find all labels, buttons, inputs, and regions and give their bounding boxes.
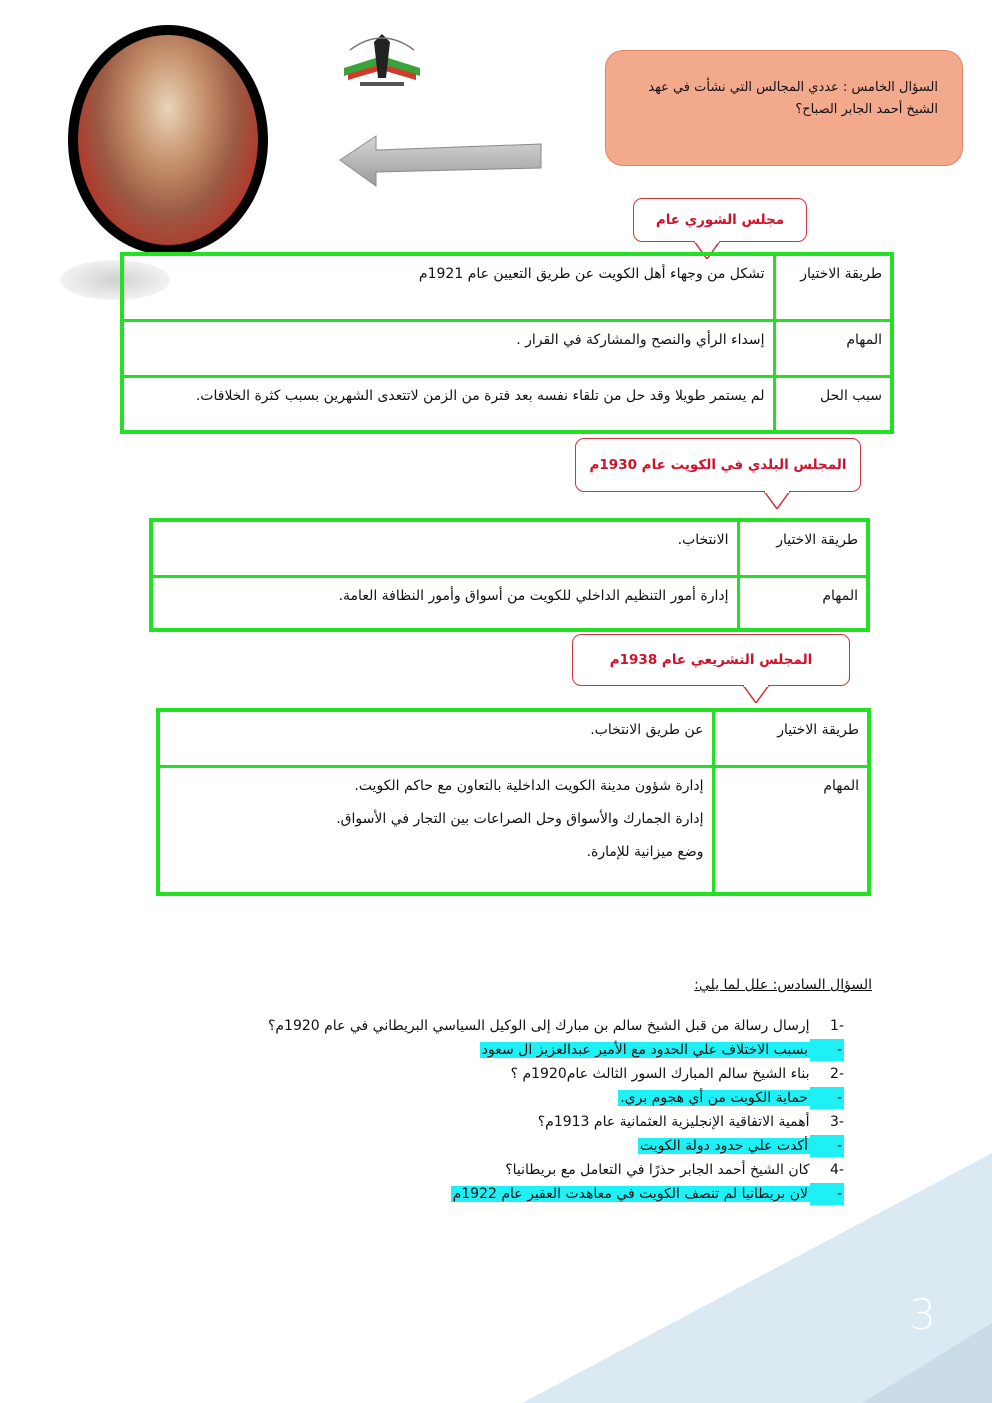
row-label: سبب الحل xyxy=(774,376,892,432)
answer-dash: - xyxy=(810,1135,844,1157)
council-municipal-title: المجلس البلدي في الكويت عام 1930م xyxy=(589,457,847,473)
answer-item xyxy=(224,1087,844,1111)
answer-text: بسبب الاختلاف علي الحدود مع الأمير عبدالعزيز ال سعود xyxy=(481,1042,808,1058)
table-row xyxy=(158,766,869,894)
row-value: الانتخاب. xyxy=(151,520,738,576)
row-value: إسداء الرأي والنصح والمشاركة في القرار . xyxy=(122,320,774,376)
table-row xyxy=(122,376,892,432)
row-label: المهام xyxy=(713,766,869,894)
council-legislative-title: المجلس التشريعي عام 1938م xyxy=(609,652,813,668)
question-number: -2 xyxy=(830,1066,844,1082)
bubble-tail xyxy=(743,685,769,703)
row-value: تشكل من وجهاء أهل الكويت عن طريق التعيين عام 1921م xyxy=(122,254,774,320)
school-logo xyxy=(330,28,434,92)
page-number: 3 xyxy=(909,1290,936,1339)
answer-text: لان بريطانيا لم تنصف الكويت في معاهدت العقير عام 1922م xyxy=(452,1186,808,1202)
question-6-title: السؤال السادس: علل لما يلي: xyxy=(694,977,872,993)
question-item xyxy=(224,1063,844,1087)
table-row xyxy=(158,710,869,766)
question-text: كان الشيخ أحمد الجابر حذرًا في التعامل مع بريطانيا؟ xyxy=(505,1162,810,1178)
question-number: -4 xyxy=(830,1162,844,1178)
question-item xyxy=(224,1111,844,1135)
table-row xyxy=(151,576,868,630)
row-label: المهام xyxy=(774,320,892,376)
row-value-list xyxy=(158,766,713,894)
question-item xyxy=(224,1159,844,1183)
answer-text: أكدت علي حدود دولة الكويت xyxy=(639,1138,808,1154)
answer-item xyxy=(224,1135,844,1159)
table-row xyxy=(122,320,892,376)
question-number: -3 xyxy=(830,1114,844,1130)
answer-dash: - xyxy=(810,1087,844,1109)
answer-dash: - xyxy=(810,1183,844,1205)
council-municipal-title-bubble xyxy=(575,438,861,492)
portrait-face xyxy=(78,35,258,245)
table-row xyxy=(151,520,868,576)
portrait-image xyxy=(68,25,268,255)
question-text: إرسال رسالة من قبل الشيخ سالم بن مبارك إلى الوكيل السياسي البريطاني في عام 1920م؟ xyxy=(267,1018,810,1034)
question-text: بناء الشيخ سالم المبارك السور الثالث عام1920م ؟ xyxy=(510,1066,810,1082)
question-5-text: السؤال الخامس : عددي المجالس التي نشأت في عهد الشيخ أحمد الجابر الصباح؟ xyxy=(648,80,938,117)
row-label: المهام xyxy=(738,576,868,630)
question-5-callout xyxy=(605,50,963,166)
council-legislative-table xyxy=(156,708,871,896)
answer-item xyxy=(224,1039,844,1063)
row-label: طريقة الاختيار xyxy=(774,254,892,320)
answer-text: حماية الكويت من أي هجوم بري. xyxy=(620,1090,808,1106)
task-item: إدارة شؤون مدينة الكويت الداخلية بالتعاون مع حاكم الكويت. xyxy=(354,777,704,794)
row-value: إدارة أمور التنظيم الداخلي للكويت من أسواق وأمور النظافة العامة. xyxy=(151,576,738,630)
question-number: -1 xyxy=(830,1018,844,1034)
question-text: أهمية الاتفاقية الإنجليزية العثمانية عام 1913م؟ xyxy=(537,1114,810,1130)
council-municipal-table xyxy=(149,518,870,632)
table-row xyxy=(122,254,892,320)
council-shura-table xyxy=(120,252,894,434)
row-label: طريقة الاختيار xyxy=(738,520,868,576)
bubble-tail xyxy=(764,491,790,509)
row-value: لم يستمر طويلا وقد حل من تلقاء نفسه بعد فترة من الزمن لاتتعدى الشهرين بسبب كثرة الخلافات. xyxy=(122,376,774,432)
answer-item xyxy=(224,1183,844,1207)
task-item: إدارة الجمارك والأسواق وحل الصراعات بين التجار في الأسواق. xyxy=(336,810,704,827)
council-shura-title-bubble xyxy=(633,198,807,242)
question-6-list xyxy=(224,1015,844,1207)
question-item xyxy=(224,1015,844,1039)
answer-dash: - xyxy=(810,1039,844,1061)
row-label: طريقة الاختيار xyxy=(713,710,869,766)
row-value: عن طريق الانتخاب. xyxy=(158,710,713,766)
left-arrow-icon xyxy=(336,130,546,190)
task-item: وضع ميزانية للإمارة. xyxy=(586,843,704,860)
council-legislative-title-bubble xyxy=(572,634,850,686)
council-shura-title: مجلس الشوري عام xyxy=(655,212,785,228)
